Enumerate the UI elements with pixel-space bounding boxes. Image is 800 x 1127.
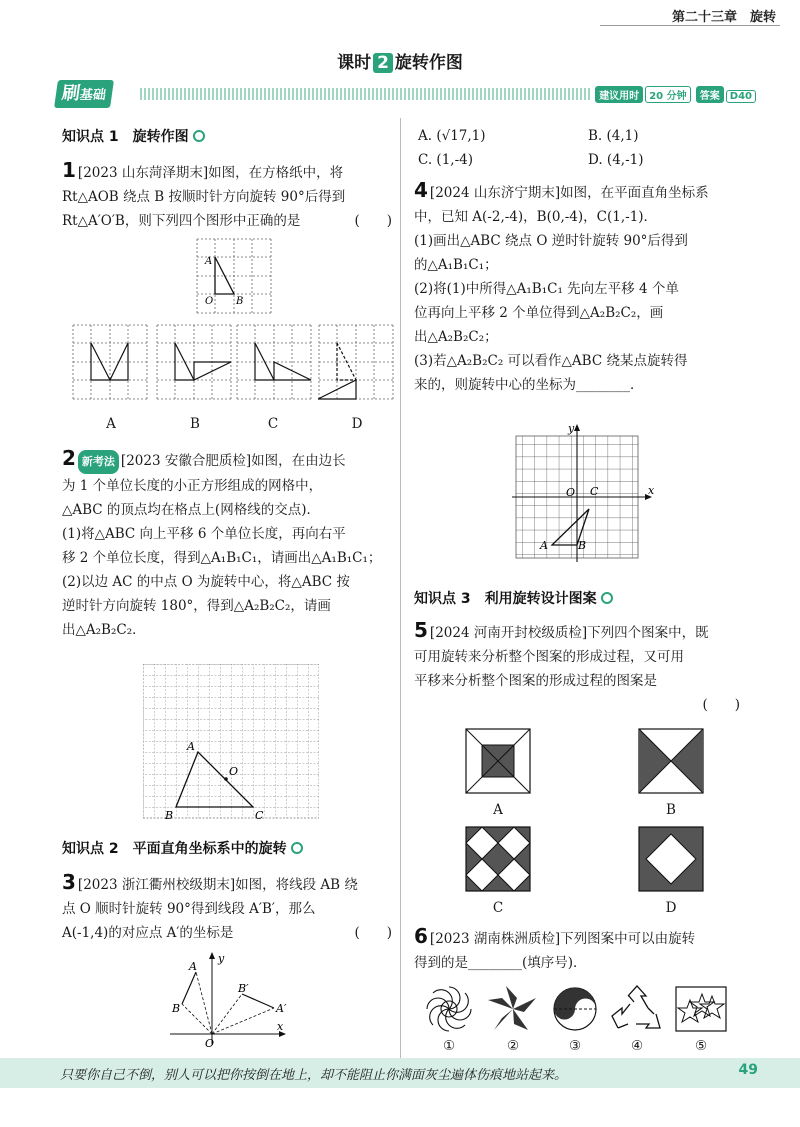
q5-text: 可用旋转来分析整个图案的形成过程，又可用 [414, 649, 684, 665]
q1-option-b-figure [156, 324, 232, 400]
svg-text:y: y [568, 422, 575, 435]
q4-text: 的△A₁B₁C₁； [414, 257, 498, 273]
svg-text:A: A [189, 960, 197, 973]
q1-option-a[interactable]: A [106, 416, 116, 432]
q1-option-d-figure [318, 324, 394, 400]
svg-text:B: B [578, 539, 587, 552]
svg-text:A: A [540, 539, 548, 552]
q1-number: 1 [62, 158, 76, 182]
q1-option-c-figure [236, 324, 312, 400]
q4-coordinate-grid [510, 420, 660, 568]
q2-text: 为 1 个单位长度的小正方形组成的网格中， [62, 478, 323, 494]
q3-option-c[interactable]: C. (1,-4) [418, 152, 473, 168]
banner-stripes [140, 88, 590, 100]
q6-option-2[interactable]: ② [506, 1038, 520, 1054]
svg-text:B: B [236, 296, 244, 307]
section-banner [56, 80, 756, 110]
question-1 [62, 158, 392, 233]
q4-text: 中，已知 A(-2,-4)，B(0,-4)，C(1,-1)． [414, 209, 658, 225]
question-5 [414, 618, 760, 717]
new-method-tag: 新考法 [78, 450, 119, 474]
knowledge-point-3 [414, 588, 613, 608]
header-divider [600, 25, 780, 26]
q6-answer-blank[interactable]: 得到的是________(填序号)． [414, 955, 587, 971]
q4-source: [2024 山东济宁期末] [429, 185, 561, 201]
q5-pattern-c [465, 826, 531, 892]
q3-option-d[interactable]: D. (4,-1) [588, 152, 644, 168]
answer-blank: ( ) [354, 925, 392, 941]
q6-text: 下列图案中可以由旋转 [560, 931, 696, 947]
q6-option-3[interactable]: ③ [568, 1038, 582, 1054]
column-divider [400, 118, 401, 1068]
kp2-title: 知识点 2 平面直角坐标系中的旋转 [62, 841, 287, 857]
banner-logo [54, 80, 114, 108]
lesson-number: 2 [373, 53, 393, 73]
answer-page: D40 [726, 90, 756, 103]
svg-text:O: O [566, 486, 576, 499]
q5-text: 平移来分析整个图案的形成过程的图案是 [414, 673, 657, 689]
q5-number: 5 [414, 618, 428, 642]
q6-option-4[interactable]: ④ [630, 1038, 644, 1054]
q5-option-a[interactable]: A [493, 802, 503, 818]
svg-text:B: B [165, 809, 174, 822]
q5-option-b[interactable]: B [666, 802, 676, 818]
q1-text: Rt△AOB 绕点 B 按顺时针方向旋转 90°后得到 [62, 189, 346, 205]
answer-blank: ( ) [354, 213, 392, 229]
svg-text:B: B [172, 1002, 181, 1015]
q3-text: A(-1,4)的对应点 A′的坐标是 [62, 925, 234, 941]
q3-source: [2023 浙江衢州校级期末] [77, 877, 236, 893]
q1-main-grid [196, 238, 272, 314]
q2-grid-figure [143, 664, 319, 826]
q4-number: 4 [414, 178, 428, 202]
q4-text: 如图，在平面直角坐标系 [560, 185, 709, 201]
question-4 [414, 178, 760, 397]
q4-text: (3)若△A₂B₂C₂ 可以看作△ABC 绕某点旋转得 [414, 353, 688, 369]
svg-text:x: x [648, 484, 655, 497]
q1-option-c[interactable]: C [267, 416, 279, 432]
q2-text: 出△A₂B₂C₂． [62, 622, 146, 638]
q5-option-c[interactable]: C [492, 900, 504, 916]
q1-text: Rt△A′O′B，则下列四个图形中正确的是 [62, 213, 301, 229]
time-label: 建议用时 [595, 86, 643, 103]
q2-text: (2)以边 AC 的中点 O 为旋转中心，将△ABC 按 [62, 574, 350, 590]
question-2 [62, 446, 392, 642]
svg-text:A: A [205, 256, 213, 267]
q4-text: 位再向上平移 2 个单位得到△A₂B₂C₂，画 [414, 305, 664, 321]
kp1-title: 知识点 1 旋转作图 [62, 129, 189, 145]
svg-text:O: O [205, 1037, 215, 1050]
svg-text:x: x [277, 1020, 284, 1033]
answer-blank: ( ) [702, 697, 740, 713]
q5-pattern-d [638, 826, 704, 892]
kp3-title: 知识点 3 利用旋转设计图案 [414, 591, 597, 607]
q6-option-5[interactable]: ⑤ [694, 1038, 708, 1054]
q5-source: [2024 河南开封校级质检] [429, 625, 588, 641]
q6-number: 6 [414, 924, 428, 948]
knowledge-point-1 [62, 126, 205, 146]
q6-pattern-5-stars [672, 984, 730, 1034]
svg-text:C: C [590, 485, 599, 498]
logo-char: 刷 [60, 83, 82, 104]
page-footer [0, 1058, 800, 1088]
q5-text: 下列四个图案中，既 [587, 625, 709, 641]
q5-option-d[interactable]: D [665, 900, 677, 916]
chapter-title: 第二十三章 旋转 [671, 10, 776, 25]
q6-pattern-2-pinwheel [484, 984, 542, 1034]
q2-text: (1)将△ABC 向上平移 6 个单位长度，再向右平 [62, 526, 346, 542]
q2-text: 移 2 个单位长度，得到△A₁B₁C₁，请画出△A₁B₁C₁； [62, 550, 382, 566]
q6-pattern-4-recycle [608, 984, 666, 1034]
q1-text: 如图，在方格纸中，将 [208, 165, 344, 181]
q4-answer-blank[interactable]: 来的，则旋转中心的坐标为________． [414, 377, 644, 393]
svg-text:B′: B′ [238, 982, 249, 995]
banner-meta [593, 86, 756, 103]
time-value: 20 分钟 [645, 86, 690, 103]
q3-coordinate-figure [160, 950, 296, 1050]
lesson-name: 旋转作图 [394, 53, 463, 73]
pin-icon [601, 592, 613, 604]
svg-text:A′: A′ [276, 1002, 287, 1015]
q3-number: 3 [62, 870, 76, 894]
svg-text:O: O [229, 765, 239, 778]
q2-number: 2 [62, 446, 76, 470]
svg-text:O: O [205, 296, 214, 307]
q1-source: [2023 山东菏泽期末] [77, 165, 209, 181]
q5-pattern-a [465, 728, 531, 794]
q6-option-1[interactable]: ① [442, 1038, 456, 1054]
q3-text: 如图，将线段 AB 绕 [235, 877, 358, 893]
q1-option-d[interactable]: D [351, 416, 363, 432]
pin-icon [193, 130, 205, 142]
question-3 [62, 870, 392, 945]
q3-options [418, 124, 758, 172]
q1-option-b[interactable]: B [190, 416, 200, 432]
page-number: 49 [738, 1062, 758, 1078]
pin-icon [291, 842, 303, 854]
logo-sub: 基础 [78, 88, 107, 103]
q3-option-b[interactable]: B. (4,1) [588, 128, 639, 144]
question-6 [414, 924, 760, 975]
svg-text:C: C [255, 809, 264, 822]
svg-text:A: A [187, 740, 195, 753]
footer-motto: 只要你自己不倒，别人可以把你按倒在地上，却不能阻止你满面灰尘遍体伤痕地站起来。 [60, 1068, 568, 1083]
q5-pattern-b [638, 728, 704, 794]
q2-text: △ABC 的顶点均在格点上(网格线的交点)． [62, 502, 320, 518]
q2-text: 逆时针方向旋转 180°，得到△A₂B₂C₂，请画 [62, 598, 331, 614]
svg-text:y: y [218, 952, 225, 965]
q3-text: 点 O 顺时针旋转 90°得到线段 A′B′，那么 [62, 901, 316, 917]
lesson-title [0, 48, 800, 73]
q3-option-a[interactable]: A. (√17,1) [418, 128, 486, 144]
q2-text: 如图，在由边长 [251, 453, 346, 469]
q2-source: [2023 安徽合肥质检] [120, 453, 252, 469]
answer-label: 答案 [696, 86, 724, 103]
q4-text: 出△A₂B₂C₂； [414, 329, 498, 345]
q4-text: (1)画出△ABC 绕点 O 逆时针旋转 90°后得到 [414, 233, 688, 249]
q1-option-a-figure [72, 324, 148, 400]
q6-pattern-3-yin-yang [546, 984, 604, 1034]
q6-pattern-1-flower [420, 984, 478, 1034]
q6-source: [2023 湖南株洲质检] [429, 931, 561, 947]
q4-text: (2)将(1)中所得△A₁B₁C₁ 先向左平移 4 个单 [414, 281, 679, 297]
lesson-prefix: 课时 [337, 53, 372, 73]
knowledge-point-2 [62, 838, 303, 858]
